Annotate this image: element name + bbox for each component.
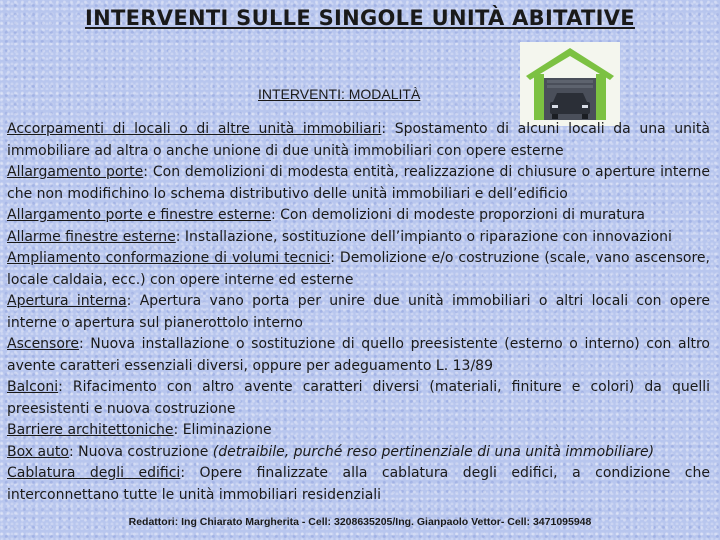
list-item (7, 442, 710, 464)
list-item (7, 119, 710, 162)
entry-text: : Demolizione e/o costruzione (scale, vano ascensore, locale caldaia, ecc.) con opere interne ed esterne (7, 250, 710, 288)
entry-text: : Con demolizioni di modesta entità, realizzazione di chiusure o aperture interne che non modifichino lo schema distributivo delle unità immobiliari e dell’edificio (7, 164, 710, 202)
entry-term: Barriere architettoniche (7, 422, 174, 438)
entry-note: (detraibile, purché reso pertinenziale di una unità immobiliare) (212, 443, 655, 460)
entry-term: Allargamento porte e finestre esterne (7, 207, 271, 223)
page-title: INTERVENTI SULLE SINGOLE UNITÀ ABITATIVE (85, 6, 635, 30)
garage-car-icon (520, 42, 620, 126)
section-subtitle: INTERVENTI: MODALITÀ (258, 86, 421, 102)
entry-text: : Opere finalizzate alla cablatura degli edifici, a condizione che interconnettano tutte le unità immobiliari residenziali (7, 465, 710, 503)
entry-term: Ascensore (7, 336, 79, 352)
list-item (7, 377, 710, 420)
entry-term: Ampliamento conformazione di volumi tecnici (7, 250, 331, 266)
entry-text: : Nuova costruzione (68, 443, 213, 460)
entry-term: Box auto (7, 443, 69, 460)
entry-text: : Con demolizioni di modeste proporzioni di muratura (270, 207, 645, 223)
list-item (7, 420, 710, 442)
list-item (7, 291, 710, 334)
entry-text: : Apertura vano porta per unire due unità immobiliari o altri locali con opere interne o apertura sul pianerottolo interno (7, 293, 710, 331)
entry-text: : Eliminazione (173, 422, 272, 438)
entry-term: Allarme finestre esterne (7, 228, 176, 245)
entry-text: : Nuova installazione o sostituzione di quello preesistente (esterno o interno) con altro avente caratteri essenziali diversi, oppure per adeguamento L. 13/89 (7, 336, 710, 374)
entry-term: Balconi (7, 379, 59, 395)
list-item (7, 227, 710, 249)
list-item (7, 334, 710, 377)
entry-term: Allargamento porte (7, 164, 144, 180)
entry-text: : Installazione, sostituzione dell’impianto o riparazione con innovazioni (175, 228, 672, 245)
entry-term: Cablatura degli edifici (7, 465, 181, 481)
footer-credits: Redattori: Ing Chiarato Margherita - Cell: 3208635205/Ing. Gianpaolo Vettor- Cell: 3471095948 (128, 516, 592, 528)
list-item (7, 248, 710, 291)
entry-term: Apertura interna (7, 293, 127, 309)
entry-text: : Rifacimento con altro avente caratteri diversi (materiali, finiture e colori) da quelli preesistenti e nuova costruzione (7, 379, 710, 417)
entry-term: Accorpamenti di locali o di altre unità immobiliari (7, 121, 382, 137)
list-item (7, 162, 710, 205)
list-item (7, 463, 710, 506)
list-item (7, 205, 710, 227)
interventions-list (7, 119, 710, 506)
entry-text: : Spostamento di alcuni locali da una unità immobiliare ad altra o anche unione di due unità immobiliari con opere esterne (7, 121, 710, 159)
